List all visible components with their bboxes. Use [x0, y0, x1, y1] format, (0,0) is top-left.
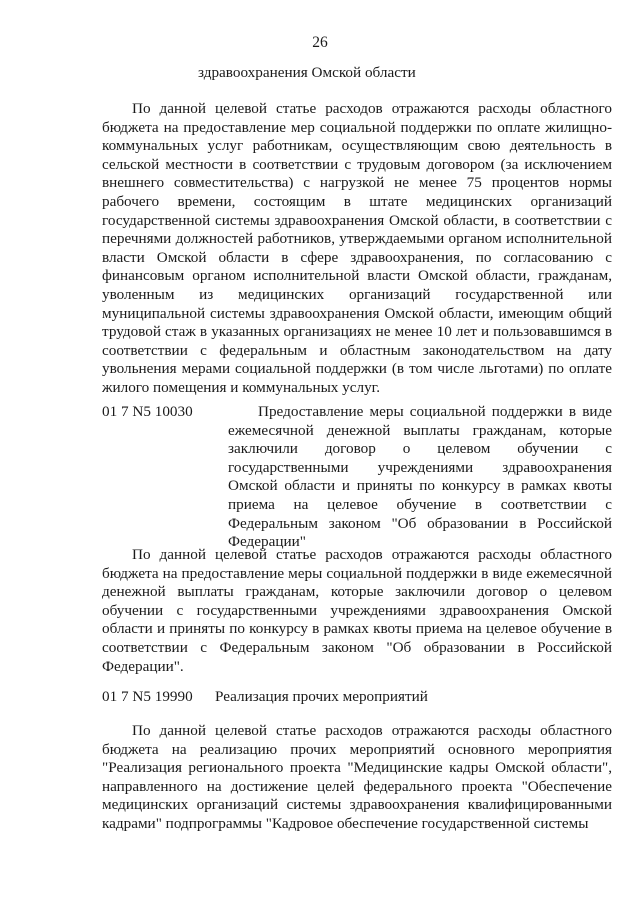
- paragraph-3: По данной целевой статье расходов отражаются расходы областного бюджета на реализацию прочих мероприятий основного мероприятия "Реализация регионального проекта "Медицинские кадры Омской области", направленного на достижение целей федерального проекта "Обеспечение медицинских организаций системы здравоохранения квалифицированными кадрами" подпрограммы "Кадровое обеспечение государственной системы: [102, 722, 612, 832]
- paragraph-1: По данной целевой статье расходов отражаются расходы областного бюджета на предоставление мер социальной поддержки по оплате жилищно-коммунальных услуг работникам, осуществляющим свою деятельность в сельской местности в соответствии с трудовым договором (за исключением внешнего совместительства) с нагрузкой не менее 75 процентов нормы рабочего времени, состоящим в штате медицинских организаций государственной системы здравоохранения Омской области, в соответствии с перечнями должностей работников, утверждаемыми органом исполнительной власти Омской области в сфере здравоохранения, по согласованию с финансовым органом исполнительной власти Омской области, гражданам, уволенным из медицинских организаций государственной или муниципальной системы здравоохранения Омской области, имеющим общий трудовой стаж в указанных организациях не менее 10 лет и пользовавшимся в соответствии с федеральным и областным законодательством на дату увольнения мерами социальной поддержки (в том числе льготами) по оплате жилого помещения и коммунальных услуг.: [102, 100, 612, 396]
- budget-item-title: Предоставление меры социальной поддержки в виде ежемесячной денежной выплаты гражданам, которые заключили договор о целевом обучении с государственными учреждениями здравоохранения Омской области и приняты по конкурсу в рамках квоты приема на целевое обучение в соответствии с Федеральным законом "Об образовании в Российской Федерации": [228, 403, 612, 551]
- page-number: 26: [312, 34, 328, 51]
- budget-code: 01 7 N5 10030: [102, 403, 193, 420]
- budget-code: 01 7 N5 19990: [102, 688, 193, 705]
- paragraph-2: По данной целевой статье расходов отражаются расходы областного бюджета на предоставление меры социальной поддержки в виде ежемесячной денежной выплаты гражданам, которые заключили договор о целевом обучении с государственными учреждениями здравоохранения Омской области и приняты по конкурсу в рамках квоты приема на целевое обучение в соответствии с Федеральным законом "Об образовании в Российской Федерации".: [102, 546, 612, 675]
- budget-item-title: Реализация прочих мероприятий: [215, 688, 428, 705]
- continued-heading: здравоохранения Омской области: [198, 64, 416, 81]
